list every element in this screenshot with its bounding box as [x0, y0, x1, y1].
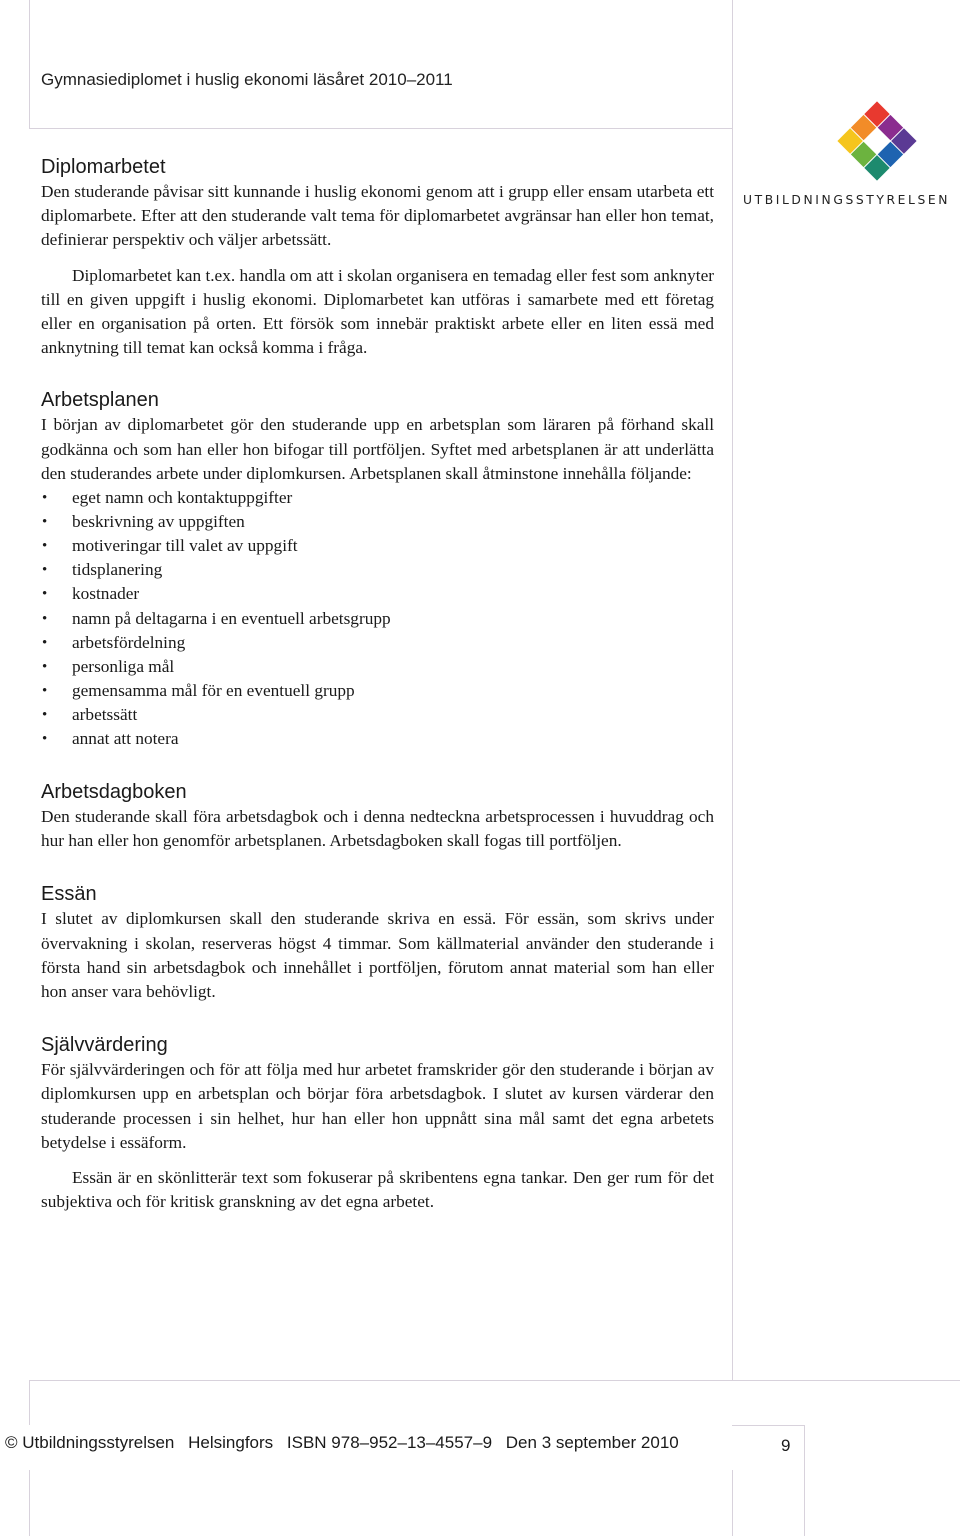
footer-city: Helsingfors — [188, 1433, 274, 1452]
list-item: • beskrivning av uppgiften — [42, 512, 245, 532]
heading-arbetsdagboken: Arbetsdagboken — [41, 781, 187, 804]
sjalvvardering-paragraph-1: För självvärderingen och för att följa med hur arbetet framskrider gör den studerande i början av diplomkursen upp en arbetsplan och börjar föra arbetsdagbok. I slutet av kursen värderar den studerande processen i sin helhet, hur han eller hon uppnått sina mål samt det egna arbetets betydelse i essäform. — [41, 1060, 714, 1152]
frame-line-footer-rule — [29, 1380, 960, 1381]
arbetsplanen-paragraph-1: I början av diplomarbetet gör den studerande upp en arbetsplan som läraren på förhand skall godkänna och som han eller hon bifogar till portföljen. Syftet med arbetsplanen är att underlätta den studerandes arbete under diplomkursen. Arbetsplanen skall åtminstone innehålla följande: — [41, 415, 714, 483]
essan-paragraph-1: I slutet av diplomkursen skall den studerande skriva en essä. För essän, som skrivs under övervakning i skolan, reserveras högst 4 timmar. Som källmaterial använder den studerande i första hand sin arbetsdagbok och innehållet i portföljen, förutom annat material som han eller hon anser vara behövligt. — [41, 909, 714, 1002]
list-item: • motiveringar till valet av uppgift — [42, 536, 298, 556]
running-header: Gymnasiediplomet i huslig ekonomi läsåret 2010–2011 — [41, 70, 453, 89]
diplomarbetet-paragraph-2: Diplomarbetet kan t.ex. handla om att i skolan organisera en temadag eller fest som anknyter till en given uppgift i huslig ekonomi. Diplomarbetet kan utföras i samarbete med ett företag eller en organisation på orten. Ett försök som innebär praktiskt arbete eller en liten essä med anknytning till temat kan också komma i fråga. — [41, 265, 714, 358]
frame-line-left-bottom — [29, 1380, 30, 1425]
list-item: • annat att notera — [42, 728, 179, 748]
page-number: 9 — [781, 1436, 791, 1455]
frame-line-left-foot — [29, 1470, 30, 1536]
list-item: • arbetsfördelning — [42, 632, 186, 652]
list-item: • namn på deltagarna i en eventuell arbetsgrupp — [42, 608, 391, 628]
page-footer — [5, 1433, 688, 1453]
logo-wordmark: UTBILDNINGSSTYRELSEN — [743, 193, 951, 207]
list-item: • gemensamma mål för en eventuell grupp — [42, 680, 355, 700]
frame-line-pagebox-right — [804, 1425, 805, 1536]
arbetsdagboken-paragraph-1: Den studerande skall föra arbetsdagbok och i denna nedteckna arbetsprocessen i huvuddrag och hur han eller hon genomför arbetsplanen. Arbetsdagboken skall fogas till portföljen. — [41, 807, 714, 851]
main-content — [41, 154, 714, 1215]
footer-date: Den 3 september 2010 — [505, 1433, 679, 1452]
frame-line-left-top — [29, 0, 30, 128]
frame-line-header-rule — [29, 128, 732, 129]
sjalvvardering-paragraph-2: Essän är en skönlitterär text som fokuserar på skribentens egna tankar. Den ger rum för det subjektiva och för kritisk granskning av det egna arbetet. — [41, 1168, 714, 1212]
frame-line-right — [732, 0, 733, 1380]
diplomarbetet-paragraph-1: Den studerande påvisar sitt kunnande i huslig ekonomi genom att i grupp eller ensam utarbeta ett diplomarbete. Efter att den studerande valt tema för diplomarbetet avgränsar han eller hon temat, definierar perspektiv och väljer arbetssätt. — [41, 182, 714, 250]
heading-sjalvvardering: Självvärdering — [41, 1034, 168, 1057]
footer-isbn: ISBN 978–952–13–4557–9 — [286, 1433, 493, 1452]
list-item: • tidsplanering — [42, 560, 163, 580]
list-item: • eget namn och kontaktuppgifter — [42, 488, 293, 508]
footer-copyright: © Utbildningsstyrelsen — [5, 1433, 175, 1452]
frame-line-pagebox-top — [732, 1425, 804, 1426]
heading-diplomarbetet: Diplomarbetet — [41, 156, 166, 178]
list-item: • personliga mål — [42, 656, 175, 676]
list-item: • arbetssätt — [42, 704, 138, 724]
list-item: • kostnader — [42, 584, 140, 604]
heading-essan: Essän — [41, 883, 97, 906]
arbetsplanen-list — [41, 486, 714, 751]
frame-line-pagebox-left — [732, 1470, 733, 1536]
heading-arbetsplanen: Arbetsplanen — [41, 389, 159, 412]
